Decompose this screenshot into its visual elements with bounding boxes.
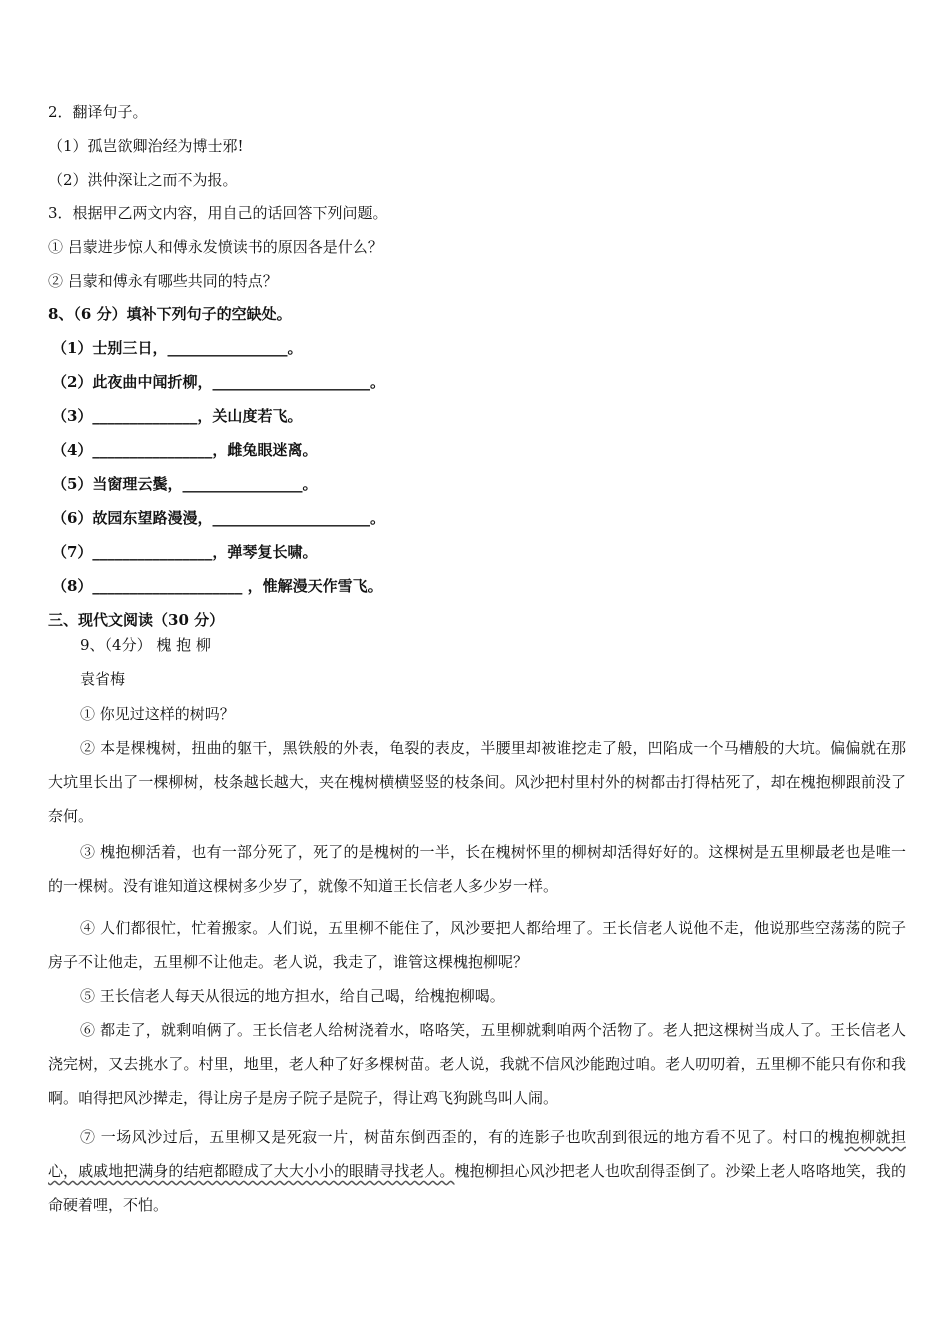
q8-title: 8、（6 分）填补下列句子的空缺处。	[48, 305, 292, 323]
paragraph-3: ③ 槐抱柳活着，也有一部分死了，死了的是槐树的一半，长在槐树怀里的柳树却活得好好的。这棵树是五里柳最老也是唯一的一棵树。没有谁知道这棵树多少岁了，就像不知道王长信老人多少岁一样。	[48, 843, 906, 895]
q3-title: 3．根据甲乙两文内容，用自己的话回答下列问题。	[48, 204, 388, 222]
q2-title: 2．翻译句子。	[48, 103, 148, 121]
q3-item-2: ② 吕蒙和傅永有哪些共同的特点？	[48, 272, 278, 290]
paragraph-5: ⑤ 王长信老人每天从很远的地方担水，给自己喝，给槐抱柳喝。	[80, 987, 505, 1005]
paragraph-4: ④ 人们都很忙，忙着搬家。人们说，五里柳不能住了，风沙要把人都给埋了。王长信老人说他不走，他说那些空荡荡的院子房子不让他走，五里柳不让他走。老人说，我走了，谁管这棵槐抱柳呢？	[48, 919, 906, 971]
paragraph-7-underlined: 抱柳就担心，戚戚地把满身的结疤都瞪成了大大小小的眼睛寻找老人。	[48, 1128, 906, 1180]
section3-title: 三、现代文阅读（30 分）	[48, 611, 225, 629]
paragraph-1: ① 你见过这样的树吗？	[80, 705, 235, 723]
paragraph-6: ⑥ 都走了，就剩咱俩了。王长信老人给树浇着水，咯咯笑，五里柳就剩咱两个活物了。老人把这棵树当成人了。王长信老人浇完树，又去挑水了。村里，地里，老人种了好多棵树苗。老人说，我就不信风沙能跑过咱。老人叨叨着，五里柳不能只有你和我啊。咱得把风沙撵走，得让房子是房子院子是院子，得让鸡飞狗跳鸟叫人闹。	[48, 1021, 906, 1107]
q8-item-5: （5）当窗理云鬓，________________。	[52, 475, 318, 493]
q8-item-6: （6）故园东望路漫漫，_____________________。	[52, 509, 385, 527]
paragraph-7	[48, 1120, 906, 1222]
q8-item-2: （2）此夜曲中闻折柳，_____________________。	[52, 373, 385, 391]
q2-item-1: （1）孤岂欲卿治经为博士邪!	[48, 137, 244, 155]
paragraph-2: ② 本是棵槐树，扭曲的躯干，黑铁般的外表，龟裂的表皮，半腰里却被谁挖走了般，凹陷成一个马槽般的大坑。偏偏就在那大坑里长出了一棵柳树，枝条越长越大，夹在槐树横横竖竖的枝条间。风沙把村里村外的树都击打得枯死了，却在槐抱柳跟前没了奈何。	[48, 739, 906, 825]
q3-item-1: ① 吕蒙进步惊人和傅永发愤读书的原因各是什么？	[48, 238, 383, 256]
q8-item-1: （1）士别三日，________________。	[52, 339, 303, 357]
q9-author: 袁省梅	[80, 670, 126, 688]
q8-item-7: （7）________________，弹琴复长啸。	[52, 543, 318, 561]
q8-item-8: （8）____________________ ，惟解漫天作雪飞。	[52, 577, 383, 595]
q8-item-4: （4）________________，雌兔眼迷离。	[52, 441, 318, 459]
q8-item-3: （3）______________，关山度若飞。	[52, 407, 303, 425]
paragraph-7-start: ⑦ 一场风沙过后，五里柳又是死寂一片，树苗东倒西歪的，有的连影子也吹刮到很远的地方看不见了。村口的槐	[80, 1128, 845, 1146]
q9-heading: 9、（4分） 槐 抱 柳	[80, 636, 211, 654]
q2-item-2: （2）洪仲深让之而不为报。	[48, 171, 238, 189]
paragraph-7-end: 槐抱柳担心风沙把老人也吹刮得歪倒了。沙梁上老人咯咯地笑，我的命硬着哩，不怕。	[48, 1162, 906, 1214]
